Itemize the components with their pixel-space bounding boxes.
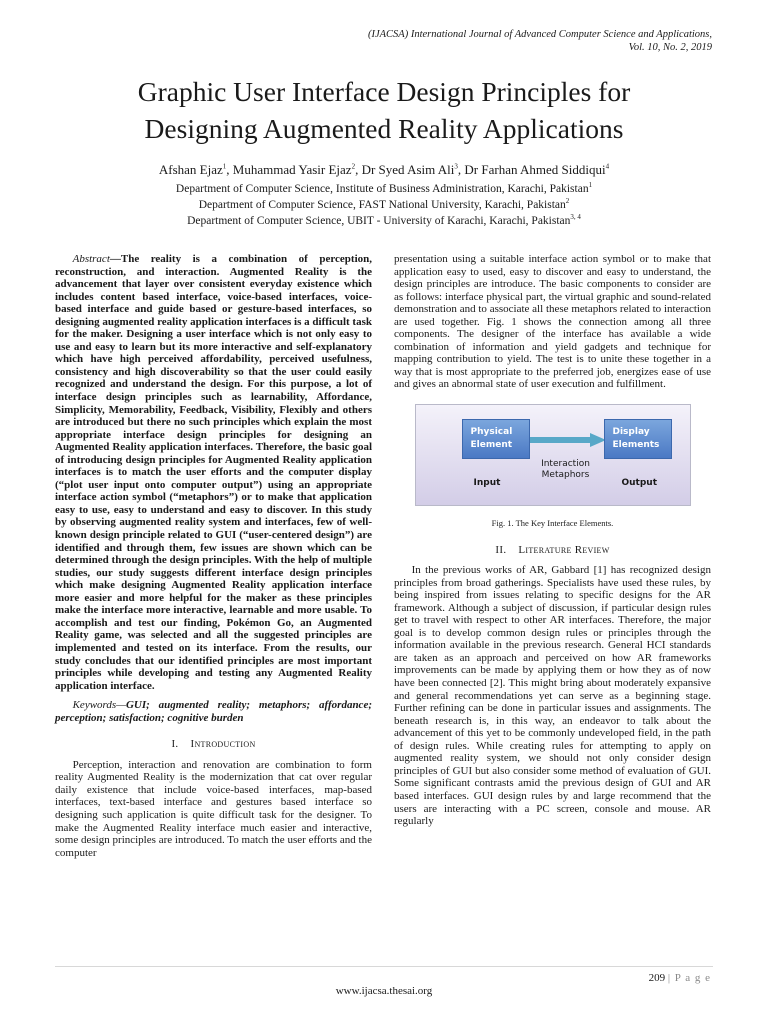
right-column <box>394 253 711 828</box>
paper-title <box>40 73 728 147</box>
interaction-metaphors-label: Interaction Metaphors <box>541 459 590 481</box>
abstract-text: —The reality is a combination of perception, reconstruction, and interaction. Augmented Reality is the advancement that layer over consistent everyday existence which includes content based interface, voice-based interfaces, voice-based interface and guide based or gesture-based interfaces, so designing augmented reality application interfaces is a difficult task for the maker. Designing a user interface which is not only easy to use and easy to learn but its more interactive and self-explanatory which have high perceived affordability, perceived usefulness, consistency and high discoverability so that the user could easily recognized and understand the design. For this purpose, a lot of interface design principles such as learnability, Affordance, Simplicity, Memorability, Feedback, Visibility, Flexibly and others are introduced but there no such principles which explain the most appropriate interface design principles for designing an Augmented Reality application interfaces. Therefore, the basic goal of introducing design principles for Augmented Reality application interfaces is to match the user efforts and the computer display (“plot user input onto computer output”) using an appropriate interface action symbol (“metaphors”) or to make that application easy to use, easy to understand and easy to discover. In this study by observing augmented reality system and interfaces, few of well-known design principle related to GUI (“user-centered design”) are identified and through them, few issues are shown which can be determined through the design principles. With the help of multiple studies, our study suggests different interface design principles which make designing Augmented Reality application interface more easier and more helpful for the maker as these principles make the interface more interactive, learnable and more usable. To accomplish and test our finding, Pokémon Go, an Augmented Reality game, was selected and all the suggested principles are implemented and tested on its interface. From the results, our study concludes that our identified principles are most important principles while developing and testing any Augmented Reality application interface. <box>55 253 372 692</box>
footer-divider <box>55 966 713 967</box>
author-2: Muhammad Yasir Ejaz$^2$, <box>232 162 362 177</box>
affiliation-list <box>40 181 728 229</box>
figure-caption: Fig. 1. The Key Interface Elements. <box>491 518 614 529</box>
keywords <box>55 699 372 724</box>
section-heading-literature-review: II. Literature Review <box>495 543 610 556</box>
output-label: Output <box>621 478 658 489</box>
introduction-paragraph: Perception, interaction and renovation are combination to form reality Augmented Reality is the modernization that cat over regular daily existence that include voice-based interfaces, map-based interfaces, text-based interface and gestures based interface so designing such application is quite difficult task for the designer. To make the Augmented Reality interface much easier and interactive, some design principles are introduced. To match the user efforts and the computer <box>55 758 372 859</box>
journal-header <box>292 28 712 54</box>
figure-1 <box>415 404 691 506</box>
affiliation-2: Department of Computer Science, FAST National University, Karachi, Pakistan$^2$ <box>198 197 570 211</box>
literature-review-paragraph: In the previous works of AR, Gabbard [1] has recognized design principles from broad gatherings. Specialists have used these rules, by being inspired from issues relating to specific designs for the AR framework. Although a subject of discussion, if particular design rules get to travel with respect to other AR interfaces. Therefore, the major goal is to develop common design rules or principles through the information available in the previous research. General HCI standards are taken as an approach and perceived on how AR frameworks improvements can be made by applying them or how they as of now have been connected [2]. This might bring about moderately expansive and general recommendations yet can serve as a beginning stage. Further refining can be done in particular issues and assignments. The beneath research is, in this way, an endeavor to talk about the advancement of this yet to be commonly undeveloped field, in the path of design rules. While creating rules for attempting to apply on augmented reality system, we should not only consider design principles of GUI but also consider some method of evaluation of GUI. Some significant contrasts amid the previous design of GUI and AR based interfaces. GUI design rules by and large recommend that the users are interacting with a PC screen, console and mouse. AR regularly <box>394 564 711 828</box>
journal-url[interactable]: www.ijacsa.thesai.org <box>335 985 433 997</box>
title-line-1: Graphic User Interface Design Principles for <box>137 76 631 107</box>
journal-name: (IJACSA) International Journal of Advanced Computer Science and Applications, <box>367 29 712 40</box>
author-4: Dr Farhan Ahmed Siddiqui$^4$ <box>464 162 610 177</box>
display-elements-box: Display Elements <box>604 419 672 459</box>
affiliation-1: Department of Computer Science, Institute of Business Administration, Karachi, Pakistan$^1$ <box>175 181 593 195</box>
introduction-continued-paragraph: presentation using a suitable interface action symbol or to make that application easy to used, easy to discover and easy to understand, the design principles are introduce. The basic components to consider are as follows: interface physical part, the virtual graphic and sound-related demonstration and to associate all these metaphors related to interaction are used together. Fig. 1 shows the connection among all three components. The designer of the interface has available a wide combination of information and yield gadgets and technique for mapping contribution to yield. The test is to unite these together in a way that is most appropriate to the preferred job, energizes ease of use and gives an abnormal state of user execution and fulfillment. <box>394 253 711 391</box>
author-list <box>40 162 728 178</box>
author-3: Dr Syed Asim Ali$^3$, <box>361 162 465 177</box>
physical-element-box: Physical Element <box>462 419 530 459</box>
page-number: 209 | P a g e <box>648 972 711 984</box>
author-1: Afshan Ejaz$^1$, <box>158 162 233 177</box>
arrow-right-icon <box>530 433 606 447</box>
affiliation-3: Department of Computer Science, UBIT - University of Karachi, Karachi, Pakistan$^{3, 4}$ <box>187 213 581 227</box>
abstract-label: Abstract <box>72 253 110 265</box>
abstract <box>55 253 372 692</box>
section-heading-introduction: I. Introduction <box>171 738 256 751</box>
left-column <box>55 253 372 859</box>
keywords-label: Keywords— <box>72 699 126 712</box>
keywords-text: GUI; augmented reality; metaphors; affordance; perception; satisfaction; cognitive burden <box>55 699 372 724</box>
input-label: Input <box>473 478 501 489</box>
title-line-2: Designing Augmented Reality Applications <box>144 113 624 144</box>
journal-volume: Vol. 10, No. 2, 2019 <box>628 42 712 53</box>
